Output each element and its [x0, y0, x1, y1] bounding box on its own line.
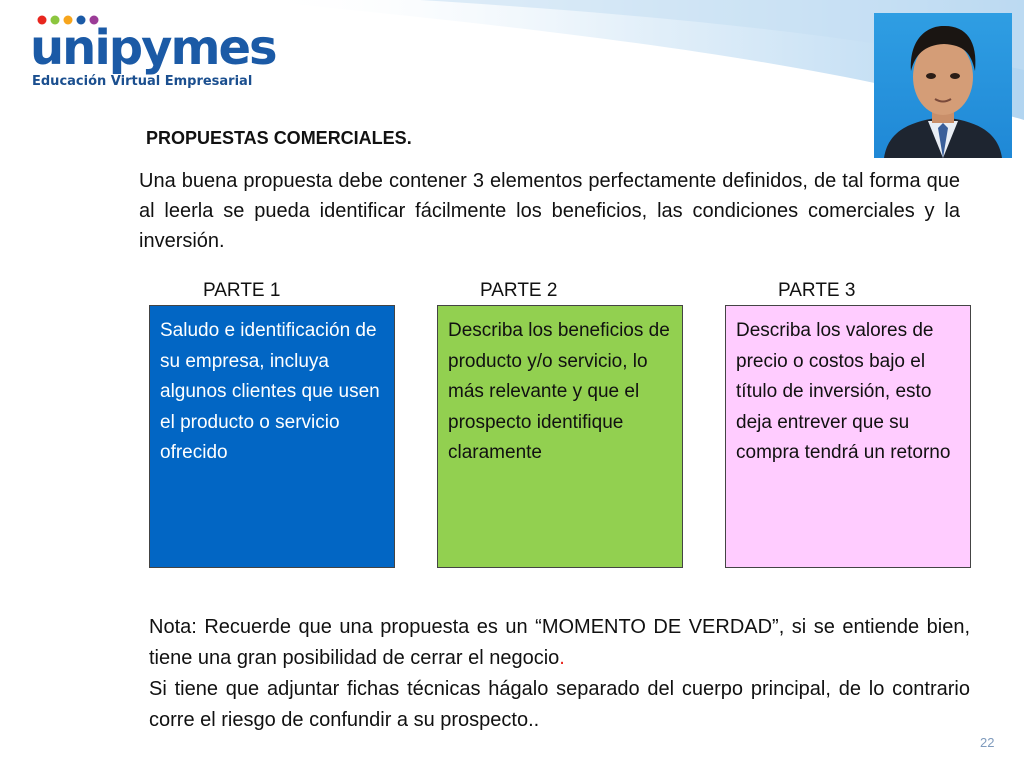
part-1-box: Saludo e identificación de su empresa, incluya algunos clientes que usen el producto o servicio ofrecido: [149, 305, 395, 568]
presenter-portrait-icon: [874, 13, 1012, 158]
note-line-1: Nota: Recuerde que una propuesta es un “MOMENTO DE VERDAD”, si se entiende bien, tiene una gran posibilidad de cerrar el negocio: [149, 616, 970, 669]
presenter-photo: [874, 13, 1012, 158]
slide-title: PROPUESTAS COMERCIALES.: [146, 128, 412, 148]
part-3-label: PARTE 3: [778, 280, 856, 301]
logo-wordmark: unipymes: [30, 20, 276, 76]
part-2-box: Describa los beneficios de producto y/o servicio, lo más relevante y que el prospecto identifique claramente: [437, 305, 683, 568]
logo-subtitle: Educación Virtual Empresarial: [32, 74, 253, 89]
page-number: 22: [980, 735, 995, 750]
intro-paragraph: Una buena propuesta debe contener 3 elementos perfectamente definidos, de tal forma que al leerla se pueda identificar fácilmente los beneficios, las condiciones comerciales y la inversión.: [139, 170, 960, 252]
part-1-label: PARTE 1: [203, 280, 281, 301]
note-line-2: Si tiene que adjuntar fichas técnicas hágalo separado del cuerpo principal, de lo contrario corre el riesgo de confundir a su prospecto..: [149, 678, 970, 731]
note-paragraph: [149, 612, 970, 736]
note-period: .: [559, 647, 565, 669]
part-3-box: Describa los valores de precio o costos bajo el título de inversión, esto deja entrever que su compra tendrá un retorno: [725, 305, 971, 568]
part-2-label: PARTE 2: [480, 280, 558, 301]
